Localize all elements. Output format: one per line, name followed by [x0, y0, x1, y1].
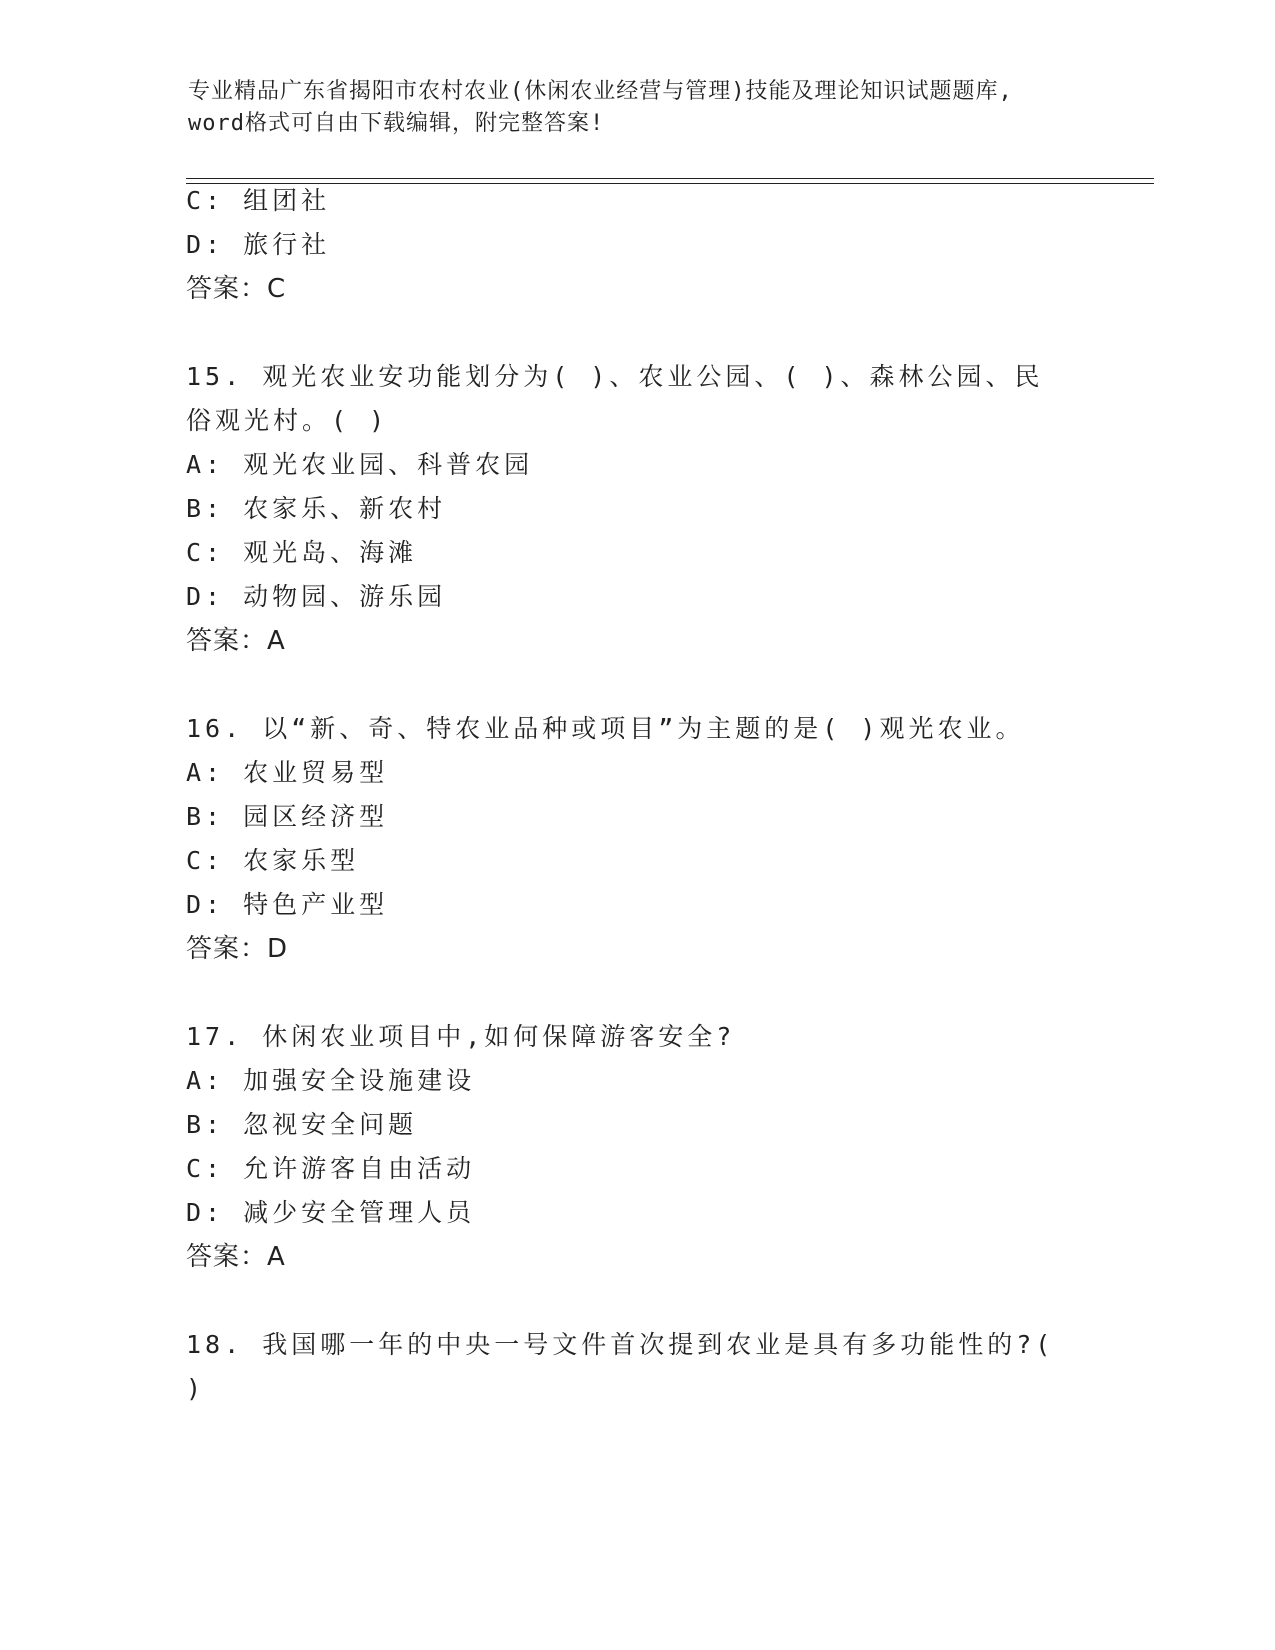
question-15-option-b: B: 农家乐、新农村 [186, 494, 447, 523]
question-15-option-c: C: 观光岛、海滩 [186, 538, 418, 567]
header-divider [186, 178, 1154, 184]
question-17-option-c: C: 允许游客自由活动 [186, 1154, 476, 1183]
question-16-answer: 答案：D [186, 934, 289, 964]
question-15-option-d: D: 动物园、游乐园 [186, 582, 447, 611]
answer-line: 答案：C [186, 274, 287, 304]
header-line-2: word格式可自由下载编辑，附完整答案! [188, 111, 605, 136]
option-d: D: 旅行社 [186, 230, 331, 259]
question-16-option-c: C: 农家乐型 [186, 846, 360, 875]
question-17-option-d: D: 减少安全管理人员 [186, 1198, 476, 1227]
question-17-answer: 答案：A [186, 1242, 286, 1272]
question-15-answer: 答案：A [186, 626, 286, 656]
question-16-option-a: A: 农业贸易型 [186, 758, 389, 787]
question-16-stem: 16. 以“新、奇、特农业品种或项目”为主题的是( )观光农业。 [186, 714, 1025, 743]
question-15-stem-cont: 俗观光村。( ) [186, 406, 389, 435]
question-15-stem: 15. 观光农业安功能划分为( )、农业公园、( )、森林公园、民 [186, 362, 1044, 391]
question-17-option-b: B: 忽视安全问题 [186, 1110, 418, 1139]
question-16-option-d: D: 特色产业型 [186, 890, 389, 919]
question-16-option-b: B: 园区经济型 [186, 802, 389, 831]
option-c: C: 组团社 [186, 186, 331, 215]
header-line-1: 专业精品广东省揭阳市农村农业(休闲农业经营与管理)技能及理论知识试题题库, [188, 79, 1013, 104]
question-18-stem: 18. 我国哪一年的中央一号文件首次提到农业是具有多功能性的?( [186, 1330, 1055, 1359]
question-18-stem-cont: ) [186, 1374, 206, 1403]
document-header [188, 76, 1088, 140]
question-17-option-a: A: 加强安全设施建设 [186, 1066, 476, 1095]
question-15-option-a: A: 观光农业园、科普农园 [186, 450, 534, 479]
question-17-stem: 17. 休闲农业项目中,如何保障游客安全? [186, 1022, 736, 1051]
